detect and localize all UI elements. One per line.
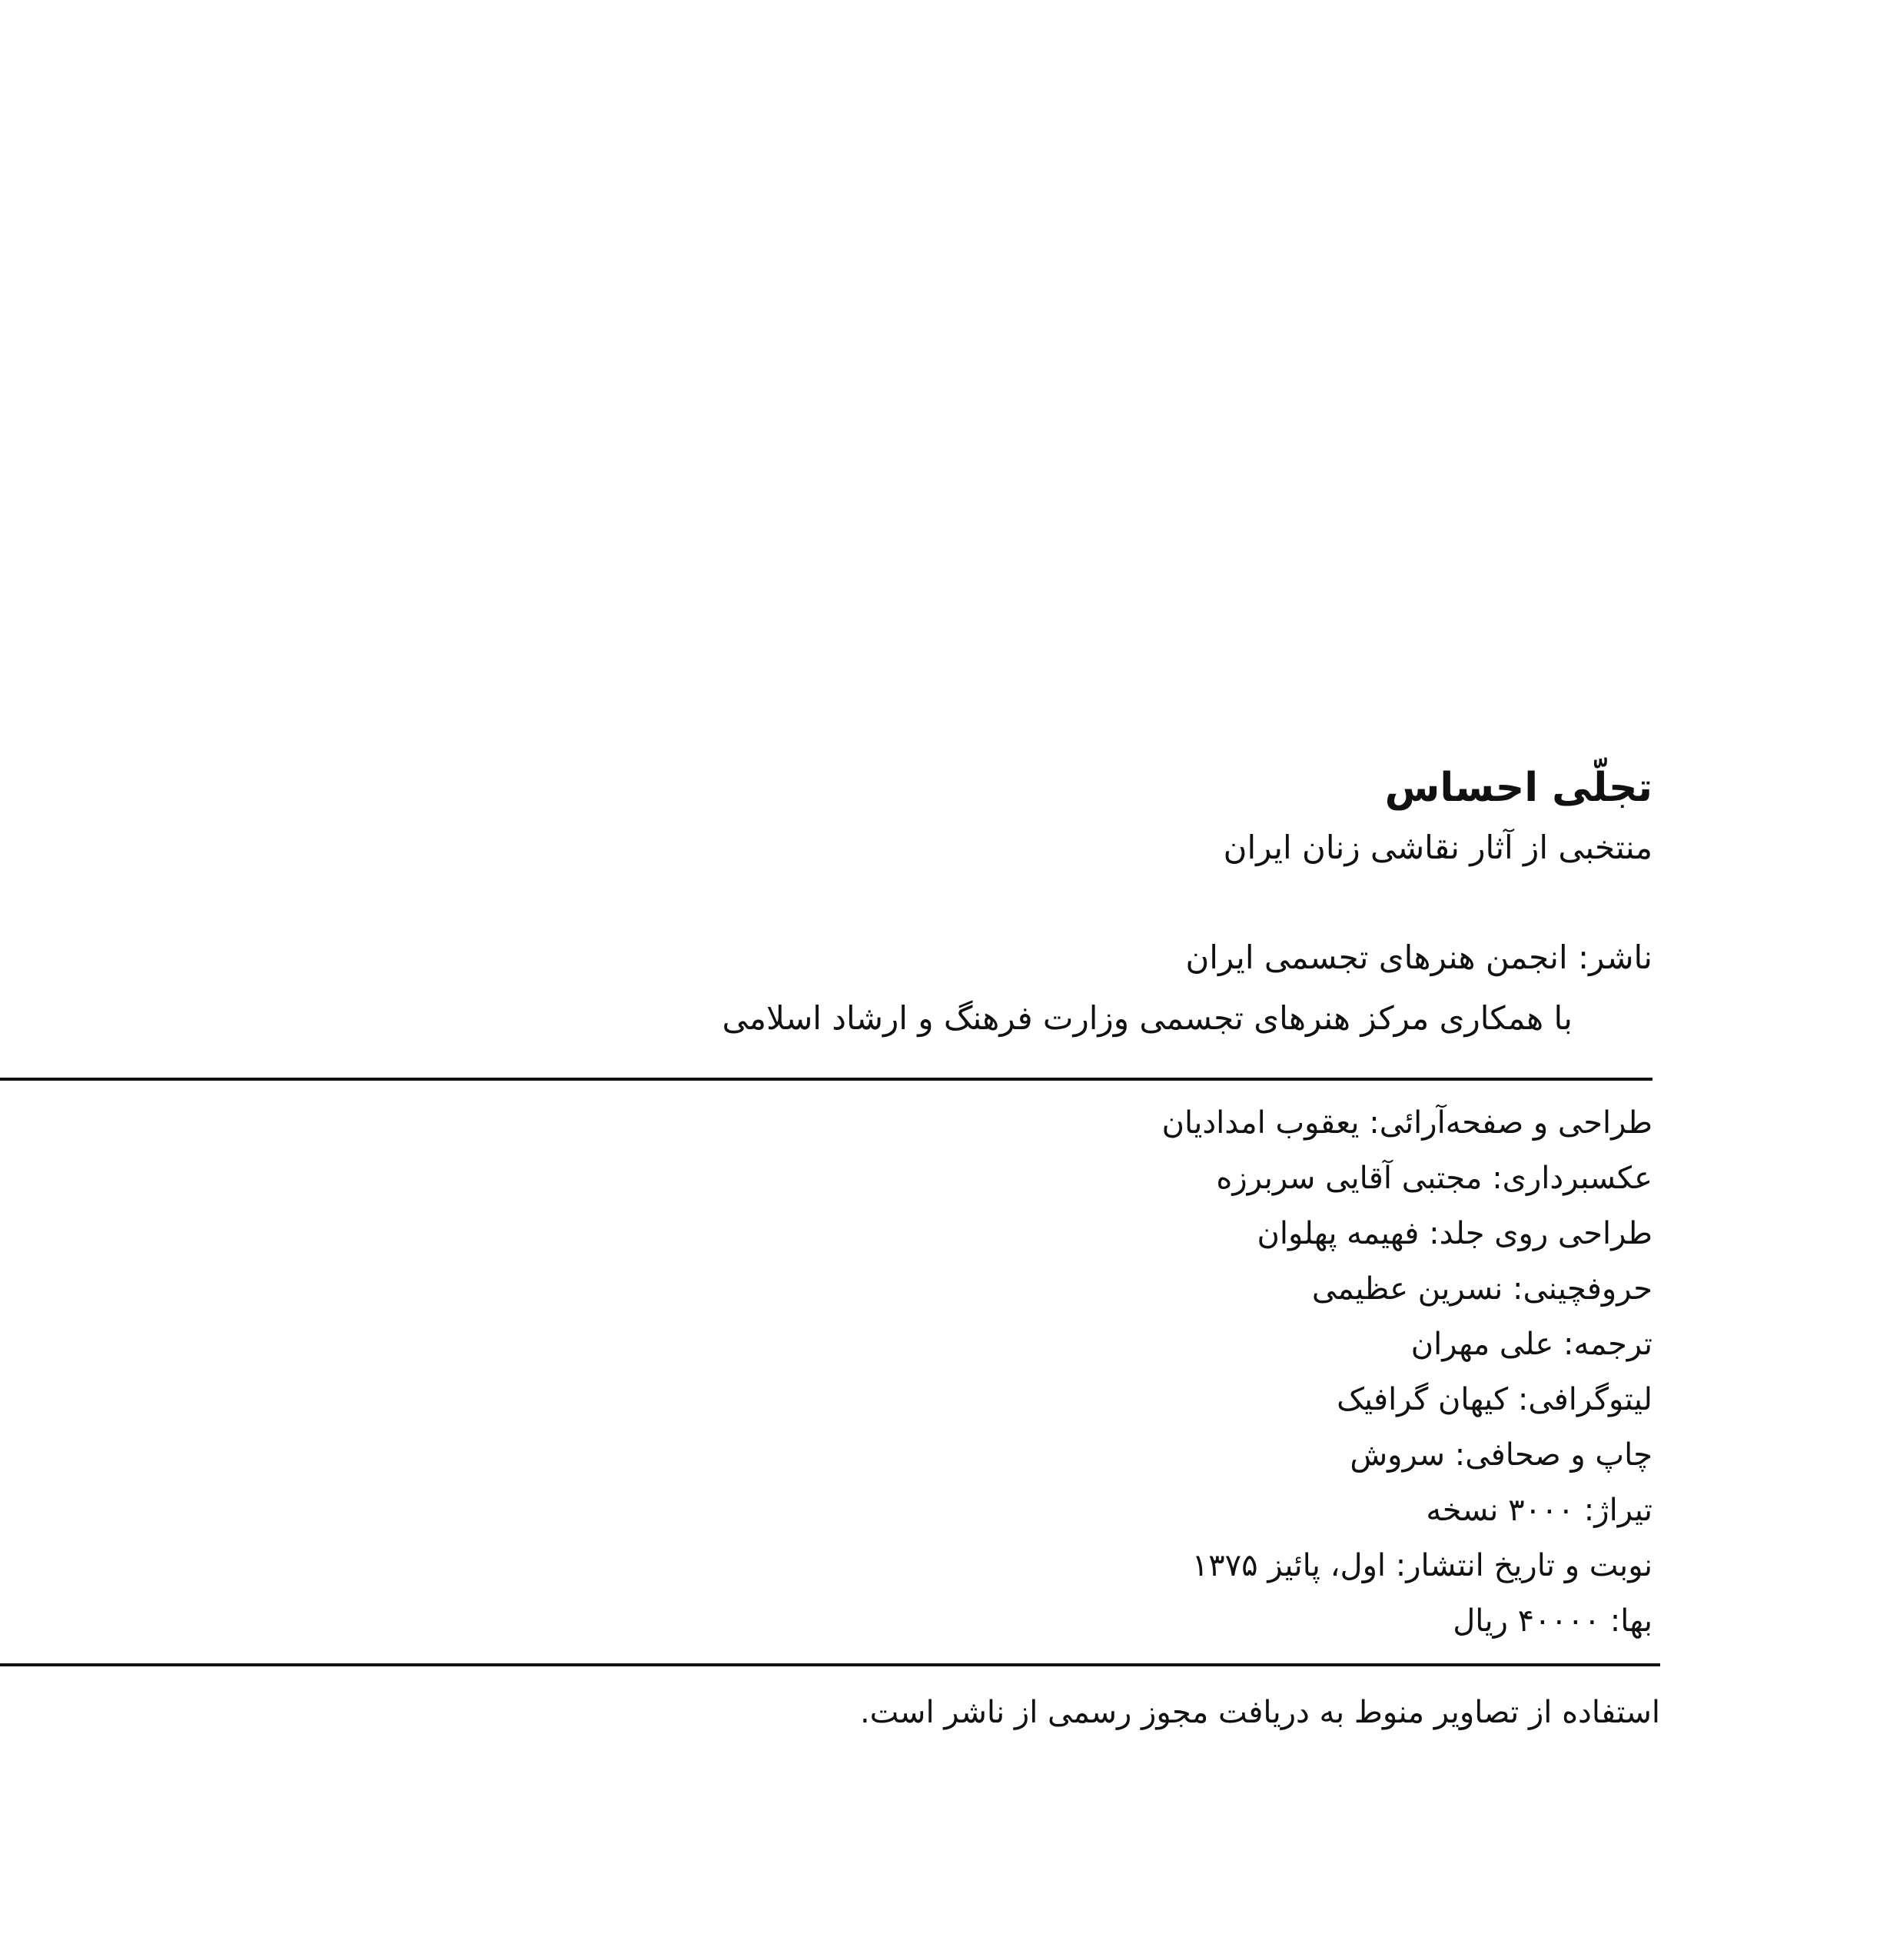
credit-printing: چاپ و صحافی: سروش [1350, 1437, 1652, 1473]
divider-top [0, 1078, 1652, 1081]
credit-price: بها: ۴۰۰۰۰ ریال [1453, 1603, 1652, 1639]
copyright-notice: استفاده از تصاویر منوط به دریافت مجوز رسمی از ناشر است. [859, 1695, 1660, 1730]
credits-list [1162, 1095, 1652, 1649]
book-title: تجلّی احساس [1384, 765, 1652, 811]
collaboration-line: با همکاری مرکز هنرهای تجسمی وزارت فرهنگ و ارشاد اسلامی [722, 999, 1573, 1037]
credit-edition-date: نوبت و تاریخ انتشار: اول، پائیز ۱۳۷۵ [1191, 1548, 1652, 1583]
credit-lithography: لیتوگرافی: کیهان گرافیک [1337, 1382, 1652, 1417]
credit-translation: ترجمه: علی مهران [1410, 1327, 1652, 1362]
credit-photography: عکسبرداری: مجتبی آقایی سربرزه [1216, 1161, 1652, 1196]
credit-print-run: تیراژ: ۳۰۰۰ نسخه [1426, 1493, 1652, 1528]
credit-cover-design: طراحی روی جلد: فهیمه پهلوان [1257, 1216, 1652, 1251]
credit-typesetting: حروفچینی: نسرین عظیمی [1311, 1271, 1652, 1307]
credit-design: طراحی و صفحه‌آرائی: یعقوب امدادیان [1161, 1105, 1652, 1141]
divider-bottom [0, 1663, 1660, 1666]
publisher-line: ناشر: انجمن هنرهای تجسمی ایران [1185, 938, 1652, 976]
book-subtitle: منتخبی از آثار نقاشی زنان ایران [1223, 829, 1652, 866]
